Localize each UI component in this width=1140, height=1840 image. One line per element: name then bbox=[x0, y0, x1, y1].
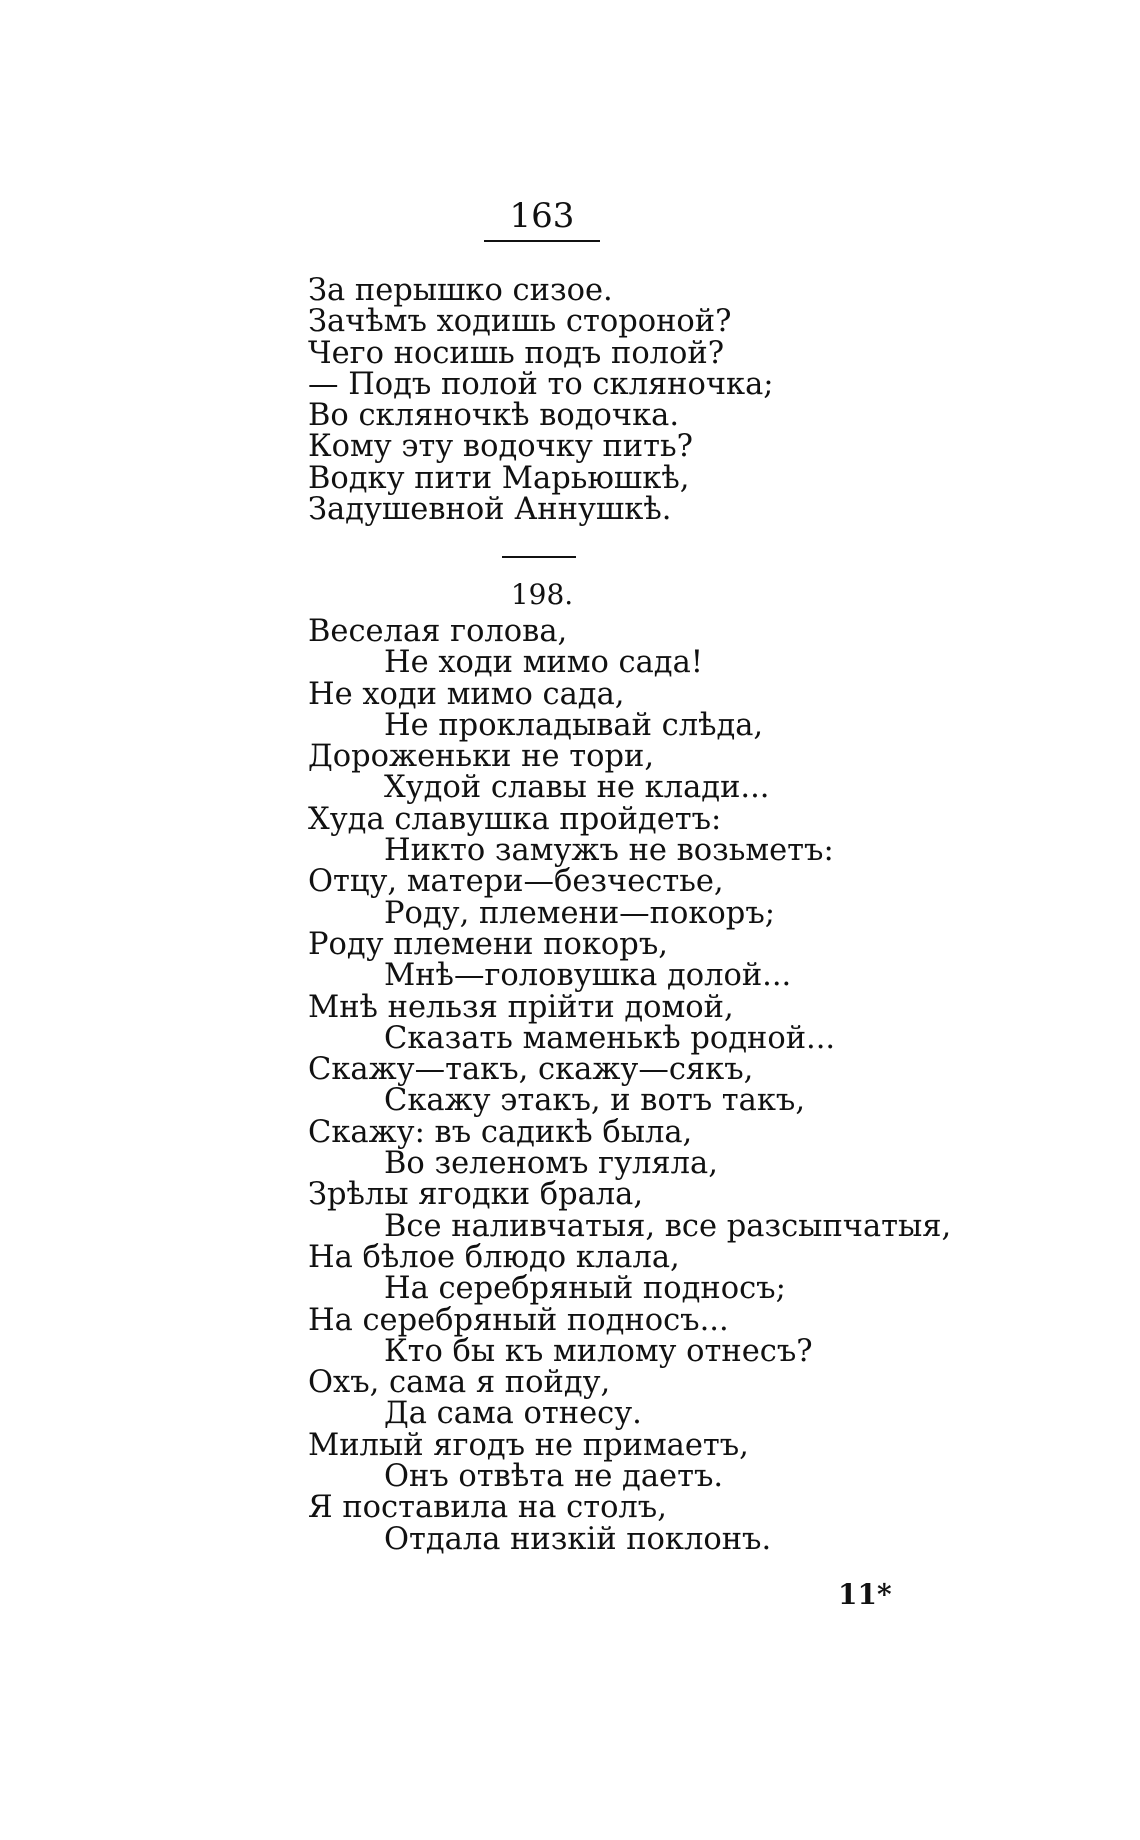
verse-line-indented: Роду, племени—покоръ; bbox=[384, 895, 776, 931]
signature-mark: 11* bbox=[838, 1578, 892, 1611]
verse-line: Водку пити Марьюшкѣ, bbox=[308, 460, 690, 496]
verse-line: Дороженьки не тори, bbox=[308, 739, 655, 775]
verse-line: Охъ, сама я пойду, bbox=[308, 1365, 611, 1401]
verse-line: Милый ягодъ не примаетъ, bbox=[308, 1427, 749, 1463]
verse-line-indented: На серебряный подносъ; bbox=[384, 1271, 786, 1307]
page-number-rule bbox=[484, 240, 600, 242]
verse-line: — Подъ полой то скляночка; bbox=[308, 366, 774, 402]
verse-line: Скажу: въ садикѣ была, bbox=[308, 1114, 693, 1150]
stanza-continued bbox=[308, 273, 774, 528]
verse-line-indented: Все наливчатыя, все разсыпчатыя, bbox=[384, 1208, 952, 1244]
verse-line-indented: Онъ отвѣта не даетъ. bbox=[384, 1459, 724, 1495]
verse-line: Задушевной Аннушкѣ. bbox=[308, 492, 672, 528]
section-divider bbox=[502, 556, 576, 558]
page-number: 163 bbox=[509, 196, 575, 236]
verse-line-indented: Кто бы къ милому отнесъ? bbox=[384, 1333, 813, 1369]
verse-line: На серебряный подносъ... bbox=[308, 1302, 729, 1338]
verse-line-indented: Во зеленомъ гуляла, bbox=[384, 1146, 718, 1182]
verse-line-indented: Скажу этакъ, и вотъ такъ, bbox=[384, 1083, 806, 1119]
verse-line-indented: Да сама отнесу. bbox=[384, 1396, 642, 1432]
verse-line: Я поставила на столъ, bbox=[308, 1490, 667, 1526]
verse-line: Зачѣмъ ходишь стороной? bbox=[308, 304, 732, 340]
verse-line: За перышко сизое. bbox=[308, 273, 613, 308]
verse-line: На бѣлое блюдо клала, bbox=[308, 1239, 680, 1275]
verse-line: Веселая голова, bbox=[308, 614, 568, 649]
verse-line: Скажу—такъ, скажу—сякъ, bbox=[308, 1052, 754, 1088]
verse-line-indented: Не ходи мимо сада! bbox=[384, 645, 704, 681]
verse-line-indented: Мнѣ—головушка долой... bbox=[384, 958, 792, 994]
verse-line-indented: Отдала низкій поклонъ. bbox=[384, 1521, 772, 1557]
verse-line-indented: Не прокладывай слѣда, bbox=[384, 707, 764, 743]
verse-line-indented: Сказать маменькѣ родной... bbox=[384, 1020, 836, 1056]
verse-line: Мнѣ нельзя прійти домой, bbox=[308, 989, 734, 1025]
song-number: 198. bbox=[510, 578, 574, 611]
verse-line: Отцу, матери—безчестье, bbox=[308, 864, 724, 900]
verse-line: Зрѣлы ягодки брала, bbox=[308, 1177, 644, 1213]
song-198-text bbox=[308, 616, 951, 1555]
verse-line: Не ходи мимо сада, bbox=[308, 676, 625, 712]
verse-line: Чего носишь подъ полой? bbox=[308, 335, 725, 371]
verse-line: Кому эту водочку пить? bbox=[308, 429, 693, 465]
verse-line: Худа славушка пройдетъ: bbox=[308, 801, 722, 837]
verse-line: Роду племени покоръ, bbox=[308, 926, 668, 962]
verse-line-indented: Худой славы не клади... bbox=[384, 770, 770, 806]
verse-line: Во скляночкѣ водочка. bbox=[308, 398, 680, 434]
verse-line-indented: Никто замужъ не возьметъ: bbox=[384, 833, 834, 869]
